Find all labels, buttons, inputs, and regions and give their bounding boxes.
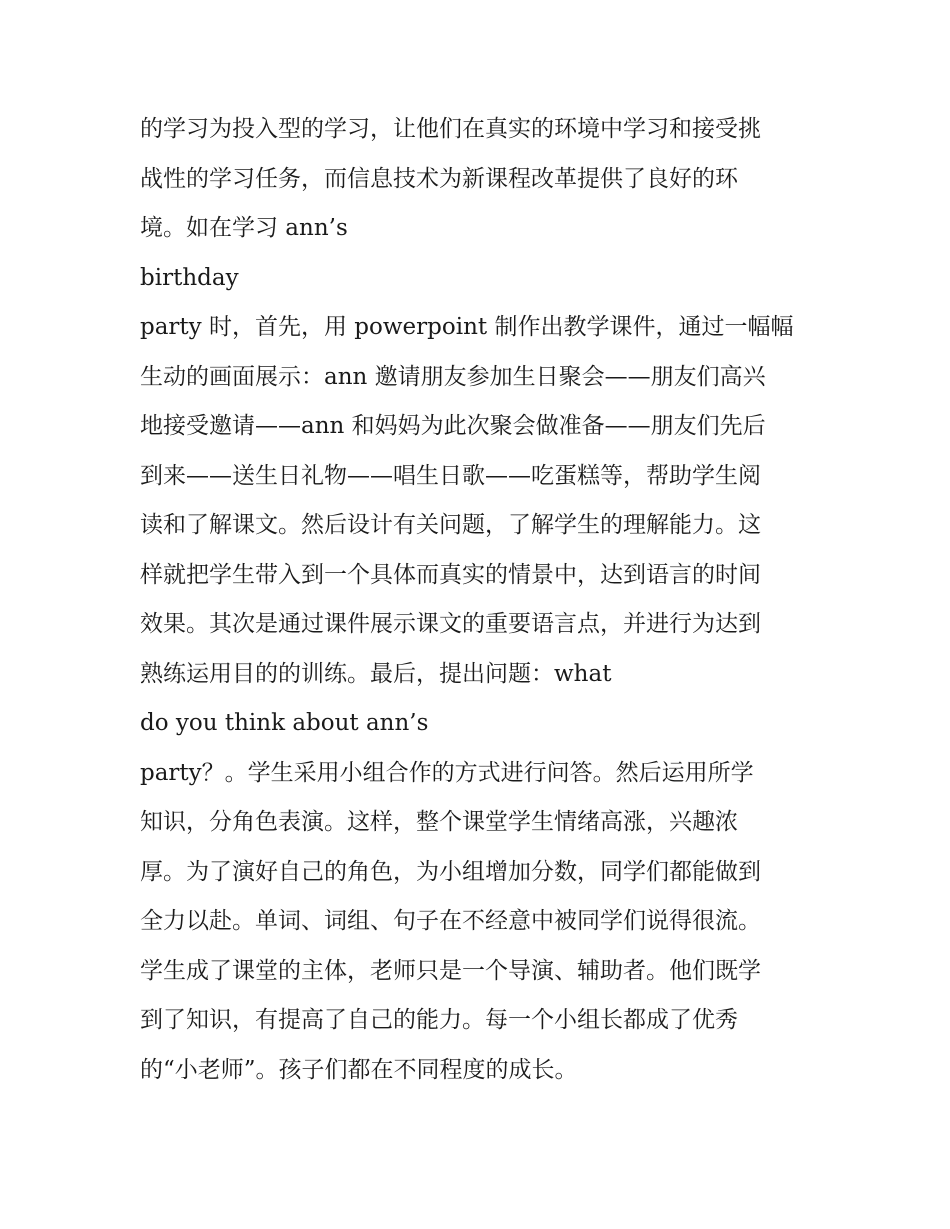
text-line: 学生成了课堂的主体，老师只是一个导演、辅助者。他们既学 [140,957,761,984]
text-line: 的“小老师”。孩子们都在不同程度的成长。 [140,1056,578,1083]
text-line: party 时，首先，用 powerpoint 制作出教学课件，通过一幅幅 [140,314,794,340]
text-line: birthday [140,264,239,291]
text-line: 战性的学习任务，而信息技术为新课程改革提供了良好的环 [140,165,738,192]
text-line: 熟练运用目的的训练。最后，提出问题：what [140,660,612,687]
text-line: 效果。其次是通过课件展示课文的重要语言点，并进行为达到 [140,611,761,637]
text-line: 到了知识，有提高了自己的能力。每一个小组长都成了优秀 [140,1007,738,1033]
text-line: 读和了解课文。然后设计有关问题，了解学生的理解能力。这 [140,512,761,538]
text-line: 样就把学生带入到一个具体而真实的情景中，达到语言的时间 [140,561,761,588]
text-line: 厚。为了演好自己的角色，为小组增加分数，同学们都能做到 [140,858,761,885]
text-line: 生动的画面展示：ann 邀请朋友参加生日聚会——朋友们高兴 [140,363,766,390]
text-line: 的学习为投入型的学习，让他们在真实的环境中学习和接受挑 [140,116,761,142]
text-line: 知识，分角色表演。这样，整个课堂学生情绪高涨，兴趣浓 [140,809,738,835]
text-line: 全力以赴。单词、词组、句子在不经意中被同学们说得很流。 [140,908,761,934]
text-line: do you think about ann’s [140,710,429,736]
text-line: party？。学生采用小组合作的方式进行问答。然后运用所学 [140,759,754,786]
text-line: 地接受邀请——ann 和妈妈为此次聚会做准备——朋友们先后 [140,413,766,439]
text-line: 到来——送生日礼物——唱生日歌——吃蛋糕等，帮助学生阅 [140,462,761,489]
body-text [140,105,820,1095]
text-line: 境。如在学习 ann’s [140,215,348,241]
